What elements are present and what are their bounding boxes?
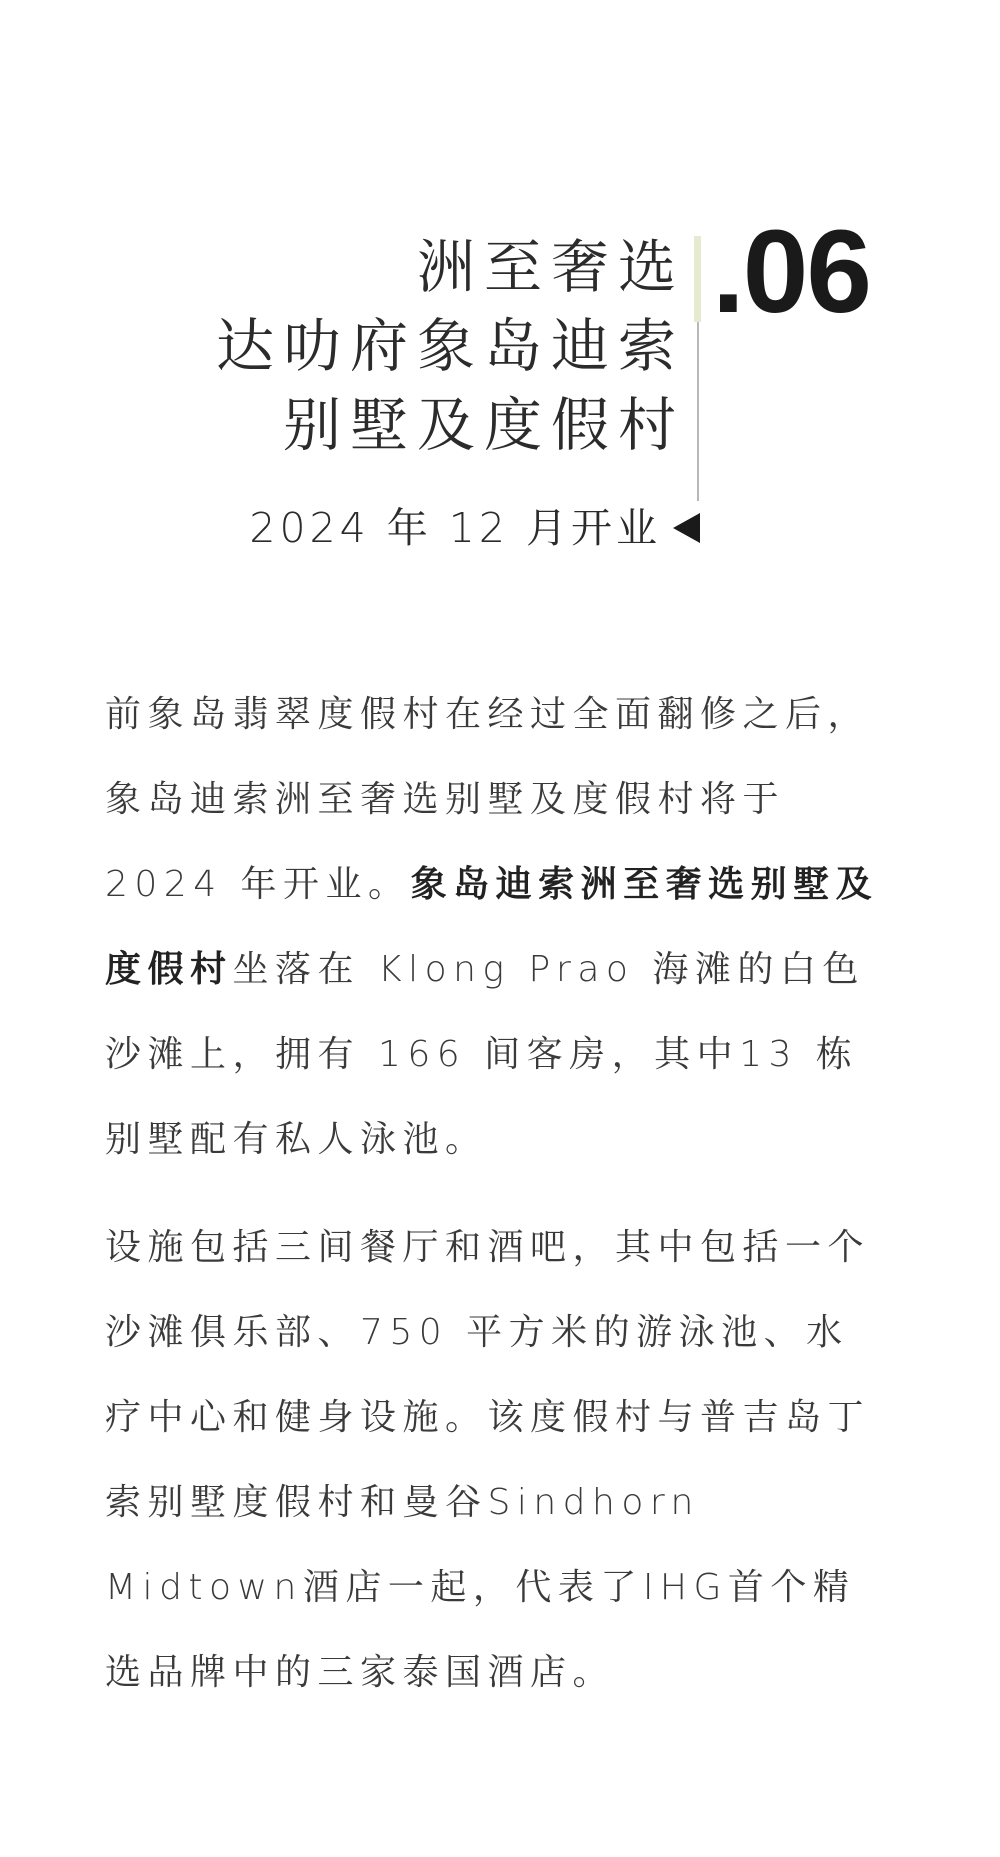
paragraph-2: 设施包括三间餐厅和酒吧，其中包括一个沙滩俱乐部、750 平方米的游泳池、水疗中心和健身设施。该度假村与普吉岛丁索别墅度假村和曼谷Sindhorn Midtown酒店一起，代表了IHG首个精选品牌中的三家泰国酒店。 — [105, 1227, 871, 1693]
title-line-1: 洲至奢选 — [416, 233, 685, 301]
title-line-2: 达叻府象岛迪索 — [215, 312, 685, 380]
article-title — [216, 228, 685, 465]
paragraph-1-text-a: 前象岛翡翠度假村在经过全面翻修之后，象岛迪索洲至奢选别墅及度假村将于2024 年开业。 — [105, 694, 871, 905]
left-triangle-icon — [673, 513, 700, 543]
paragraph-1-text-b: 坐落在 Klong Prao 海滩的白色沙滩上，拥有 166 间客房，其中13 栋别墅配有私人泳池。 — [105, 949, 865, 1160]
accent-bar — [694, 236, 701, 322]
opening-date-row — [249, 500, 700, 556]
title-line-3: 别墅及度假村 — [282, 391, 685, 459]
paragraph-1 — [105, 672, 885, 1182]
paragraph-1-bold: 象岛迪索洲至奢选别墅及度假村 — [105, 864, 879, 990]
section-number: .06 — [712, 206, 871, 338]
opening-date: 2024 年 12 月开业 — [249, 504, 661, 552]
